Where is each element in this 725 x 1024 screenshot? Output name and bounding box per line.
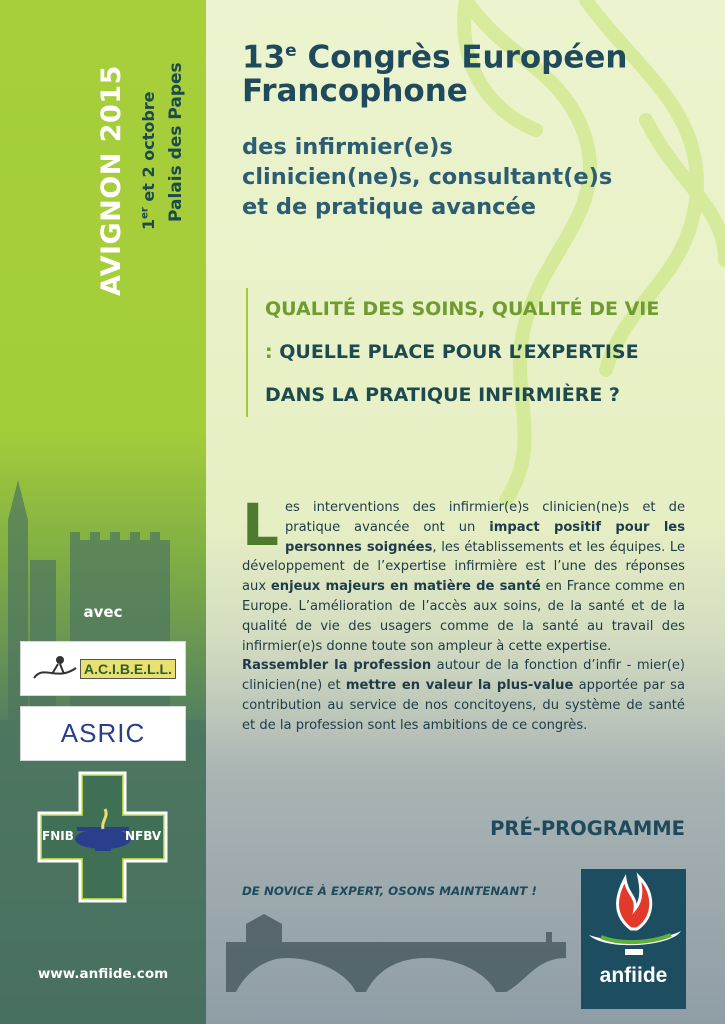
acibell-logo-text: A.C.I.B.E.L.L.: [80, 659, 176, 679]
left-band: [0, 0, 206, 1024]
partners-label: avec: [83, 603, 123, 621]
preprogramme-heading: PRÉ-PROGRAMME: [490, 817, 685, 840]
slogan: DE NOVICE À EXPERT, OSONS MAINTENANT !: [242, 884, 537, 898]
body-text: L es interventions des infirmier(e)s clinicien(ne)s et de pratique avancée ont un impact positif pour les personnes soignées, les établissements et les équipes. Le développement de l’expertise infirmière est l’une des réponses aux enjeux majeurs en matière de santé en France comme en Europe. L’amélioration de l’accès aux soins, de la santé et de la qualité de vie des usagers comme de la santé au travail des infirmier(e)s donne toute son ampleur à cette expertise. Rassembler la profession autour de la fonction d’infir - mier(e) clinicien(ne) et mettre en valeur la plus-value apportée par sa contribution au service de nos concitoyens, du système de santé et de la profession sont les ambitions de ce congrès.: [242, 491, 686, 733]
flame-icon: [581, 869, 686, 964]
congress-theme: [246, 288, 666, 417]
theme-part-2: QUELLE PLACE POUR L’EXPERTISE DANS LA PRATIQUE INFIRMIÈRE ?: [265, 341, 639, 406]
event-dates: 1er et 2 octobre: [139, 91, 158, 230]
page-subtitle: des infirmier(e)s clinicien(ne)s, consultant(e)s et de pratique avancée: [242, 134, 613, 220]
wave-icon: [30, 652, 80, 686]
bridge-silhouette: [206, 912, 576, 992]
page-title: 13e Congrès Européen Francophone: [242, 39, 628, 110]
nfbv-label: NFBV: [125, 829, 162, 843]
anfiide-label: anfiide: [599, 964, 668, 987]
city-year: AVIGNON 2015: [96, 65, 127, 296]
anfiide-logo: [581, 869, 686, 1009]
website-url[interactable]: www.anfiide.com: [37, 966, 169, 982]
fnib-label: FNIB: [42, 829, 74, 843]
acibell-logo: [20, 641, 186, 696]
theme-part-1: QUALITÉ DES SOINS, QUALITÉ DE VIE :: [265, 298, 660, 363]
asric-logo: [20, 706, 186, 761]
event-venue: Palais des Papes: [166, 62, 186, 222]
drop-cap: L: [242, 491, 279, 559]
asric-logo-text: ASRIC: [60, 718, 146, 748]
fnib-nfbv-cross-logo: [37, 771, 168, 903]
